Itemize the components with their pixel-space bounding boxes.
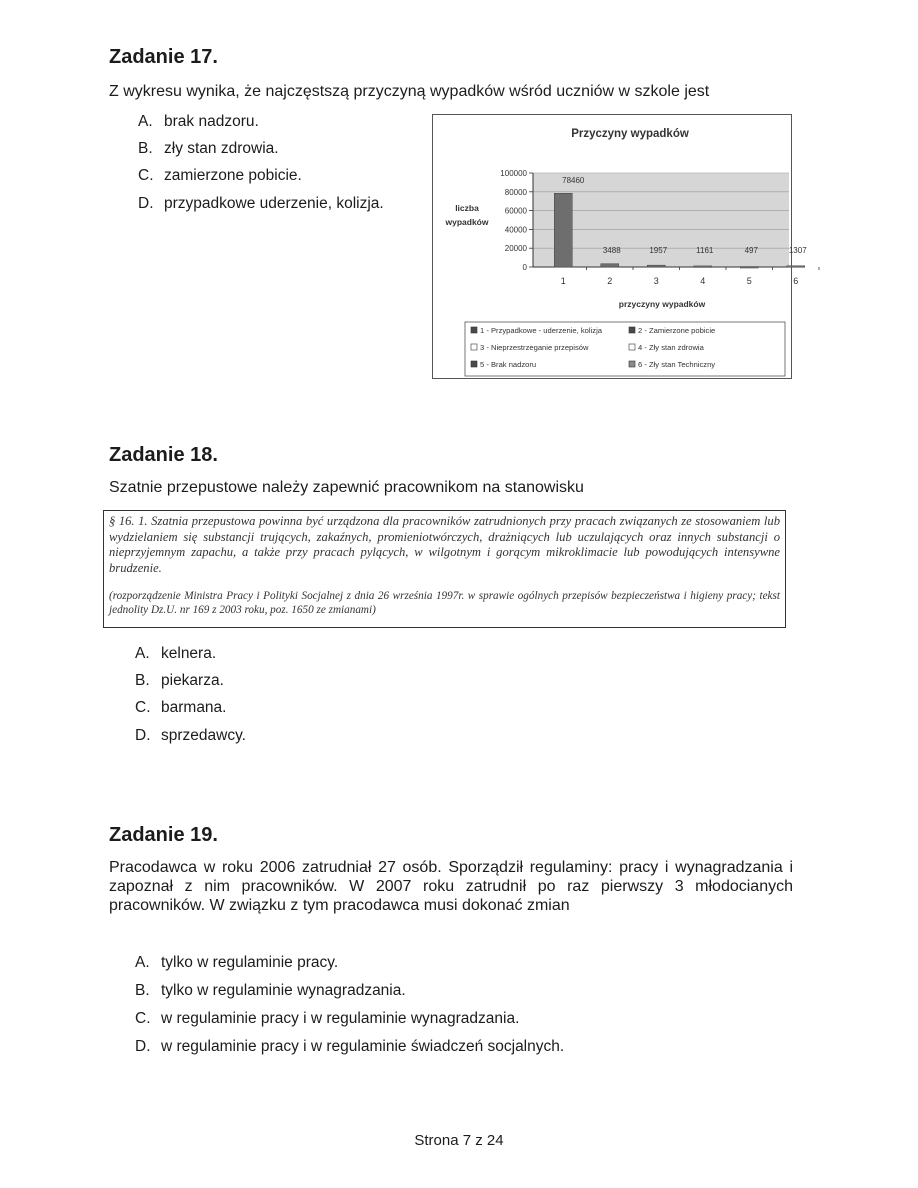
option-letter: B. xyxy=(138,140,153,157)
option-text: sprzedawcy. xyxy=(161,727,246,744)
q19-question: Pracodawca w roku 2006 zatrudniał 27 osób. Sporządził regulaminy: pracy i wynagradzania i zapoznał z nim pracowników. W 2007 roku zatrudnił po raz pierwszy 3 młodocianych pracowników. W związku z tym pracodawca musi dokonać zmian xyxy=(109,859,793,914)
option-letter: A. xyxy=(135,954,150,971)
data-label-1: 78460 xyxy=(562,176,585,186)
x-tick-label: 1 xyxy=(560,276,566,286)
q18-option-b xyxy=(135,672,224,690)
q18-heading: Zadanie 18. xyxy=(109,444,218,466)
y-axis-label-line2: wypadków xyxy=(445,217,489,227)
option-text: kelnera. xyxy=(161,645,217,662)
option-letter: A. xyxy=(138,113,153,130)
y-tick-label: 40000 xyxy=(504,225,527,235)
q17-option-b xyxy=(138,140,279,158)
q18-option-c xyxy=(135,699,226,717)
legend-swatch xyxy=(629,327,635,333)
bar-5 xyxy=(740,267,758,269)
q19-option-b xyxy=(135,982,406,1000)
option-letter: D. xyxy=(138,195,154,212)
legend-swatch xyxy=(471,327,477,333)
chart-title: Przyczyny wypadków xyxy=(571,128,689,140)
data-label-5: 497 xyxy=(744,246,758,255)
option-letter: C. xyxy=(138,167,154,184)
citation-text: § 16. 1. Szatnia przepustowa powinna być urządzona dla pracowników zatrudnionych przy pracach związanych ze stosowaniem lub wydzielaniem się substancji trujących, zakaźnych, promieniotwórczych, drażniących lub uczulających oraz innych substancji o nieprzyjemnym zapachu, a także przy pracach pylących, w wilgotnym i gorącym mikroklimacie lub powodujących intensywne brudzenie. xyxy=(109,514,780,575)
option-letter: A. xyxy=(135,645,150,662)
q19-option-c xyxy=(135,1010,519,1028)
option-text: zły stan zdrowia. xyxy=(164,140,279,157)
regulation-citation-box xyxy=(103,510,786,628)
option-letter: D. xyxy=(135,727,151,744)
bar-2 xyxy=(601,264,619,267)
q17-option-a xyxy=(138,113,259,131)
x-tick-label: 5 xyxy=(746,276,752,286)
option-letter: C. xyxy=(135,1010,151,1027)
legend-entry: 2 - Zamierzone pobicie xyxy=(638,326,716,335)
legend-entry: 5 - Brak nadzoru xyxy=(480,360,537,369)
option-text: tylko w regulaminie pracy. xyxy=(161,954,339,971)
legend-swatch xyxy=(629,344,635,350)
y-tick-label: 0 xyxy=(522,263,527,272)
legend-swatch xyxy=(471,344,477,350)
legend-entry: 4 - Zły stan zdrowia xyxy=(638,343,704,352)
option-text: w regulaminie pracy i w regulaminie wynagradzania. xyxy=(161,1010,520,1027)
option-text: barmana. xyxy=(161,699,227,716)
y-tick-label: 80000 xyxy=(504,187,527,197)
q17-option-d xyxy=(138,195,384,213)
option-text: tylko w regulaminie wynagradzania. xyxy=(161,982,406,999)
bar-1 xyxy=(554,193,572,267)
q17-option-c xyxy=(138,167,302,185)
y-tick-label: 60000 xyxy=(504,206,527,216)
x-tick-label: 3 xyxy=(653,276,659,286)
legend-swatch xyxy=(471,361,477,367)
legend-entry: 6 - Zły stan Techniczny xyxy=(638,360,716,369)
bar-6 xyxy=(787,266,805,268)
citation-source: (rozporządzenie Ministra Pracy i Polityki Socjalnej z dnia 26 września 1997r. w sprawie ogólnych przepisów bezpieczeństwa i higieny pracy; tekst jednolity Dz.U. nr 169 z 2003 roku, poz. 1650 ze zmianami) xyxy=(109,590,780,616)
q19-heading: Zadanie 19. xyxy=(109,824,218,846)
q18-option-d xyxy=(135,727,246,745)
option-letter: D. xyxy=(135,1038,151,1055)
page-number: Strona 7 z 24 xyxy=(414,1132,504,1149)
y-tick-label: 100000 xyxy=(500,169,527,178)
option-text: piekarza. xyxy=(161,672,224,689)
q17-heading: Zadanie 17. xyxy=(109,46,218,68)
option-text: zamierzone pobicie. xyxy=(164,167,302,184)
accident-causes-chart xyxy=(432,114,807,379)
data-label-2: 3488 xyxy=(602,246,621,255)
q19-option-d xyxy=(135,1038,564,1056)
legend-swatch xyxy=(629,361,635,367)
legend-entry: 3 - Nieprzestrzeganie przepisów xyxy=(480,343,589,352)
bar-4 xyxy=(694,266,712,268)
option-text: brak nadzoru. xyxy=(164,113,259,130)
chart-svg xyxy=(433,115,807,378)
option-text: w regulaminie pracy i w regulaminie świadczeń socjalnych. xyxy=(161,1038,565,1055)
data-label-6: 1307 xyxy=(788,246,807,255)
x-tick-label: 4 xyxy=(700,276,706,286)
option-letter: B. xyxy=(135,982,150,999)
y-axis-label-line1: liczba xyxy=(455,203,479,213)
option-letter: C. xyxy=(135,699,151,716)
q17-question: Z wykresu wynika, że najczęstszą przyczyną wypadków wśród uczniów w szkole jest xyxy=(109,83,710,100)
y-tick-label: 20000 xyxy=(504,244,527,254)
data-label-3: 1957 xyxy=(649,246,668,255)
q19-option-a xyxy=(135,954,338,972)
q18-question: Szatnie przepustowe należy zapewnić pracownikom na stanowisku xyxy=(109,479,584,496)
option-text: przypadkowe uderzenie, kolizja. xyxy=(164,195,384,212)
bar-3 xyxy=(647,265,665,267)
x-tick-label: 2 xyxy=(607,276,613,286)
legend-entry: 1 - Przypadkowe - uderzenie, kolizja xyxy=(480,326,602,335)
q18-option-a xyxy=(135,645,216,663)
x-tick-label: 6 xyxy=(793,276,799,286)
x-axis-label: przyczyny wypadków xyxy=(618,299,706,309)
data-label-4: 1161 xyxy=(696,246,714,255)
option-letter: B. xyxy=(135,672,150,689)
